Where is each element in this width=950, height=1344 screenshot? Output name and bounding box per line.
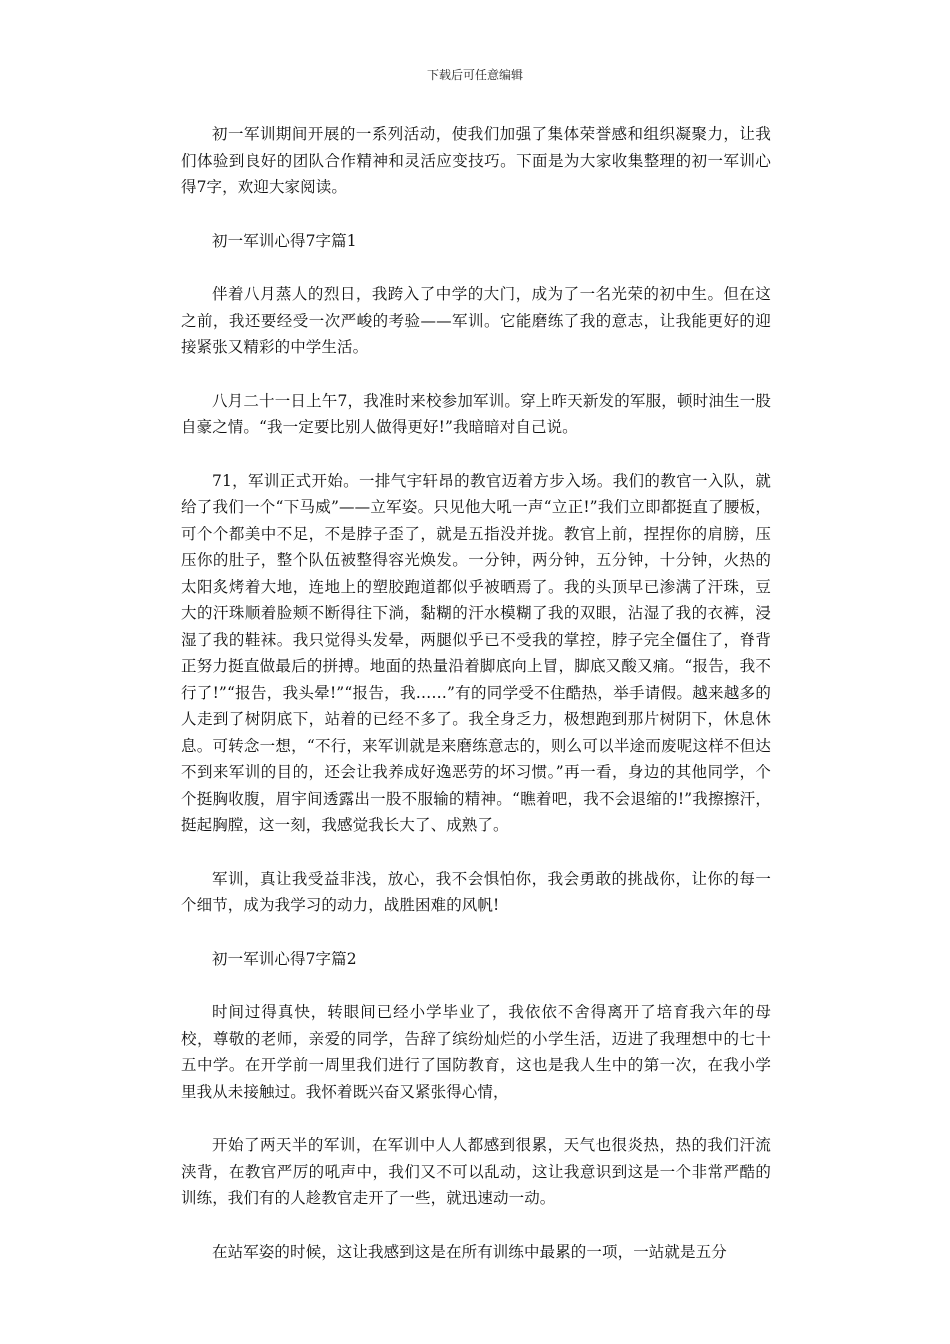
paragraph: 八月二十一日上午7，我准时来校参加军训。穿上昨天新发的军服，顿时油生一股自豪之情。“我一定要比别人做得更好!”我暗暗对自己说。 bbox=[181, 391, 771, 436]
page-header-note: 下载后可任意编辑 bbox=[426, 68, 523, 82]
paragraph: 开始了两天半的军训，在军训中人人都感到很累，天气也很炎热，热的我们汗流浃背，在教官严厉的吼声中，我们又不可以乱动，这让我意识到这是一个非常严酷的训练，我们有的人趁教官走开了一些，就迅速动一动。 bbox=[181, 1136, 771, 1207]
paragraph: 军训，真让我受益非浅，放心，我不会惧怕你，我会勇敢的挑战你，让你的每一个细节，成为我学习的动力，战胜困难的风帆! bbox=[181, 869, 771, 914]
paragraph: 71，军训正式开始。一排气宇轩昂的教官迈着方步入场。我们的教官一入队，就给了我们一个“下马威”——立军姿。只见他大吼一声“立正!”我们立即都挺直了腰板，可个个都美中不足，不是脖子歪了，就是五指没并拢。教官上前，捏捏你的肩膀，压压你的肚子，整个队伍被整得容光焕发。一分钟，两分钟，五分钟，十分钟，火热的太阳炙烤着大地，连地上的塑胶跑道都似乎被晒焉了。我的头顶早已渗满了汗珠，豆大的汗珠顺着脸颊不断得往下淌，黏糊的汗水模糊了我的双眼，沾湿了我的衣裤，浸湿了我的鞋袜。我只觉得头发晕，两腿似乎已不受我的掌控，脖子完全僵住了，脊背正努力挺直做最后的拼搏。地面的热量沿着脚底向上冒，脚底又酸又痛。“报告，我不行了!”“报告，我头晕!”“报告，我……”有的同学受不住酷热，举手请假。越来越多的人走到了树阴底下，站着的已经不多了。我全身乏力，极想跑到那片树阴下，休息休息。可转念一想，“不行，来军训就是来磨练意志的，则么可以半途而废呢这样不但达不到来军训的目的，还会让我养成好逸恶劳的坏习惯。”再一看，身边的其他同学，个个挺胸收腹，眉宇间透露出一股不服输的精神。“瞧着吧，我不会退缩的!”我擦擦汗，挺起胸膛，这一刻，我感觉我长大了、成熟了。 bbox=[181, 471, 771, 834]
article-body bbox=[181, 121, 771, 1292]
paragraph: 时间过得真快，转眼间已经小学毕业了，我依依不舍得离开了培育我六年的母校，尊敬的老师，亲爱的同学，告辞了缤纷灿烂的小学生活，迈进了我理想中的七十五中学。在开学前一周里我们进行了国防教育，这也是我人生中的第一次，在我小学里我从未接触过。我怀着既兴奋又紧张得心情， bbox=[181, 1003, 771, 1101]
intro-paragraph: 初一军训期间开展的一系列活动，使我们加强了集体荣誉感和组织凝聚力，让我们体验到良好的团队合作精神和灵活应变技巧。下面是为大家收集整理的初一军训心得7字，欢迎大家阅读。 bbox=[181, 125, 771, 196]
section-heading-2: 初一军训心得7字篇2 bbox=[212, 949, 357, 968]
paragraph: 在站军姿的时候，这让我感到这是在所有训练中最累的一项，一站就是五分 bbox=[212, 1242, 727, 1261]
section-heading-1: 初一军训心得7字篇1 bbox=[212, 231, 357, 250]
paragraph: 伴着八月蒸人的烈日，我跨入了中学的大门，成为了一名光荣的初中生。但在这之前，我还要经受一次严峻的考验——军训。它能磨练了我的意志，让我能更好的迎接紧张又精彩的中学生活。 bbox=[181, 285, 771, 356]
